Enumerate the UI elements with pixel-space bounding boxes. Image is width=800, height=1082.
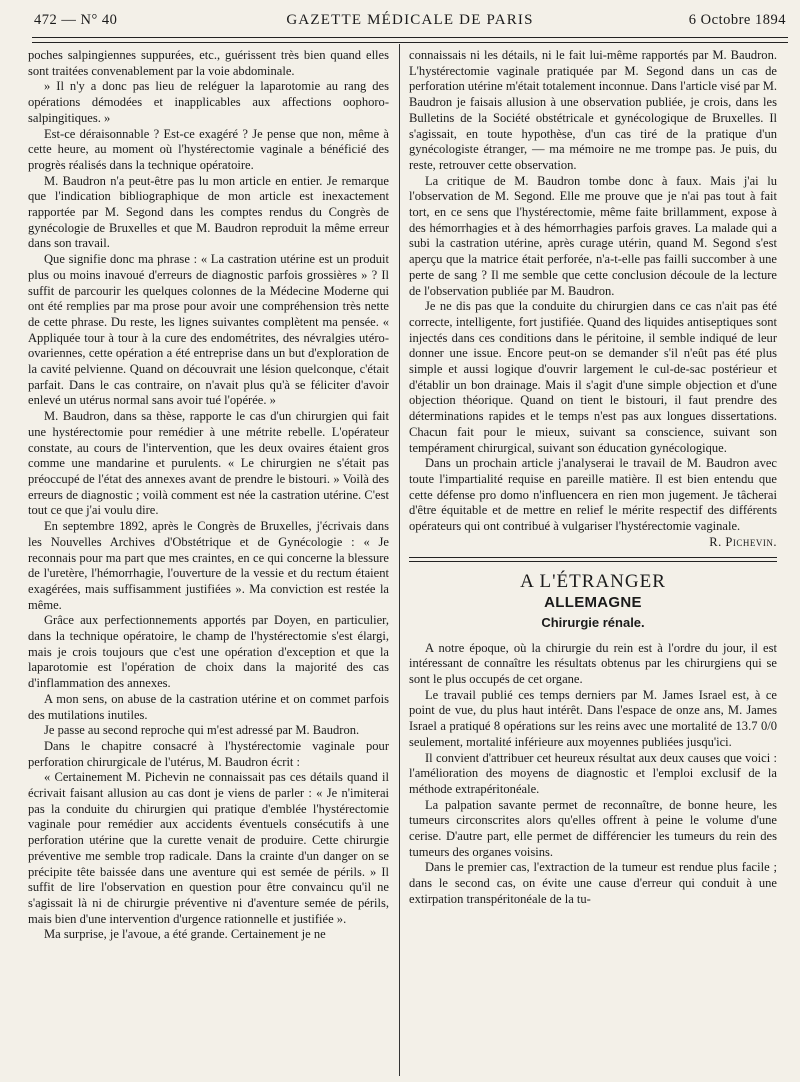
paragraph: A notre époque, où la chirurgie du rein est à l'ordre du jour, il est intéressant de connaître les résultats obtenus par les chirurgiens qui se sont le plus occupés de cet organe. [409,640,777,687]
paragraph: La critique de M. Baudron tombe donc à faux. Mais j'ai lu l'observation de M. Segond. Elle me prouve que je n'ai pas tout à fait tort, en ce sens que l'hystérectomie, même faite brillamment, expose à des hémorrhagies et à des hémorrhagies parfois graves. La malade qui a subi la castration utérine, après curage utérin, quand M. Segond s'est aperçu que la matrice était perforée, n'a-t-elle pas failli succomber à une perte de sang ? Il me semble que cette conclusion découle de la lecture de l'observation publiée par M. Baudron. [409,173,777,298]
paragraph: Dans un prochain article j'analyserai le travail de M. Baudron avec toute l'impartialité requise en pareille matière. Il est bien entendu que cette défense pro domo n'influencera en rien mon jugement. Je tâcherai d'être équitable et de mettre en relief le mérite respectif des différents opérateurs qui ont contribué à vulgariser l'hystérectomie vaginale. [409,456,777,534]
signature-text: R. Pichevin. [709,534,777,549]
section-country: ALLEMAGNE [544,594,642,612]
paragraph: M. Baudron n'a peut-être pas lu mon article en entier. Je remarque que l'indication bibliographique de mon article est inexactement rapportée par M. Segond dans les comptes rendus du Congrès de gynécologie de Bruxelles et que M. Baudron reproduit la même erreur dans son travail. [28,173,389,251]
header-rule [32,37,788,43]
paragraph: poches salpingiennes suppurées, etc., guérissent très bien quand elles sont traitées convenablement par la voie abdominale. [28,48,389,78]
paragraph: En septembre 1892, après le Congrès de Bruxelles, j'écrivais dans les Nouvelles Archives d'Obstétrique et de Gynécologie : « Je reconnais pour ma part que mes craintes, en ce qui concerne la blessure de l'uretère, l'hémorrhagie, l'ouverture de la vessie et du rectum étaient exagérées, mais suffisamment justifiées ». Ma conviction est restée la même. [28,519,389,612]
author-signature [409,535,777,551]
paragraph: Est-ce déraisonnable ? Est-ce exagéré ? Je pense que non, même à cette heure, au moment où l'hystérectomie vaginale a bénéficié des progrès réalisés dans la technique opératoire. [28,126,389,172]
paragraph: « Certainement M. Pichevin ne connaissait pas ces détails quand il écrivait faisant allusion au cas dont je viens de parler : « Je n'imiterai pas la conduite du chirurgien qui pratique d'emblée l'hystérectomie vaginale pour remédier aux accidents éventuels consécutifs à une perforation utérine que la curette venait de produire. Cette chirurgie préventive me semble trop radicale. Dans la crainte d'un danger on se précipite tête baissée dans une aventure qui est semée de périls. » Il suffit de lire l'observation en question pour être convaincu qu'il ne s'agissait là ni de chirurgie préventive ni d'aventure semée de périls, mais bien d'une intervention d'urgence rationnelle et justifiée ». [28,770,389,926]
left-column [28,48,389,943]
paragraph: Grâce aux perfectionnements apportés par Doyen, en particulier, dans la technique opératoire, le champ de l'hystérectomie s'est élargi, mais je crois toujours que c'est une opération d'exception et que la laparotomie est l'opération de choix dans la majorité des cas d'inflammation des annexes. [28,613,389,691]
page-number: 472 — N° 40 [34,12,118,28]
section-subject: Chirurgie rénale. [541,614,645,630]
journal-title: GAZETTE MÉDICALE DE PARIS [286,12,534,28]
paragraph: Dans le premier cas, l'extraction de la tumeur est rendue plus facile ; dans le second cas, on évite une cause d'erreur qui conduit à une extirpation transpéritonéale de la tu- [409,860,777,906]
paragraph: La palpation savante permet de reconnaître, de bonne heure, les tumeurs circonscrites alors qu'elles offrent à peine le volume d'une cerise. D'autre part, elle permet de différencier les tumeurs du rein des tumeurs des organes voisins. [409,797,777,859]
paragraph: Le travail publié ces temps derniers par M. James Israel est, à ce point de vue, du plus haut intérêt. Dans l'espace de onze ans, M. James Israel a pratiqué 8 opérations sur les reins avec une mortalité de 13.7 0/0 seulement, mortalité inférieure aux moyennes publiées jusqu'ici. [409,687,777,749]
paragraph: Je passe au second reproche qui m'est adressé par M. Baudron. [44,723,360,738]
right-column [409,48,777,908]
section-rule [409,557,777,562]
paragraph: A mon sens, on abuse de la castration utérine et on commet parfois des mutilations inutiles. [28,691,389,722]
paragraph: » Il n'y a donc pas lieu de reléguer la laparotomie au rang des opérations démodées et inapplicables aux affections oophoro-salpingitiques. » [28,79,389,125]
paragraph: Ma surprise, je l'avoue, a été grande. Certainement je ne [44,927,326,942]
column-separator [399,44,400,1076]
paragraph: M. Baudron, dans sa thèse, rapporte le cas d'un chirurgien qui fait une hystérectomie pour remédier à une métrite rebelle. L'opérateur constate, au cours de l'intervention, que les deux ovaires étaient gros comme une mandarine et purulents. « Le chirurgien ne s'était pas préoccupé de l'état des annexes avant de prendre le bistouri. » Voilà des erreurs de diagnostic ; voilà comment est née la castration utérine. C'est tout ce que j'ai voulu dire. [28,409,389,518]
paragraph: Que signifie donc ma phrase : « La castration utérine est un produit plus ou moins inavoué d'erreurs de diagnostic parfois grossières » ? Il suffit de parcourir les quelques colonnes de la Médecine Moderne qui ont été remplies par ma prose pour avoir une compréhension très nette de cette phrase. Du reste, les lignes suivantes complètent ma pensée. « Appliquée tour à tour à la cure des endométrites, des névralgies utéro-ovariennes, cette opération a été entreprise dans un but d'exploration de la cavité pelvienne. Quand on découvrait une lésion quelconque, c'était parfait. Dans le cas contraire, on n'avait plus qu'à se féliciter d'avoir enlevé un utérus normal sans avoir tué l'opérée. » [28,252,389,408]
paragraph: Dans le chapitre consacré à l'hystérectomie vaginale pour perforation chirurgicale de l'utérus, M. Baudron écrit : [28,738,389,769]
paragraph: Je ne dis pas que la conduite du chirurgien dans ce cas n'ait pas été correcte, intelligente, fort justifiée. Quand des liquides antiseptiques sont injectés dans ces conditions dans le péritoine, il semble indiqué de leur donner une issue. Encore peut-on se demander s'il n'eût pas été plus simple et aussi logique d'ouvrir largement le cul-de-sac postérieur et d'établir un bon drainage. Mais il s'agit d'une simple objection et d'une objection théorique. Quand on tient le bistouri, il faut prendre des déterminations rapides et le temps n'est pas aux longues dissertations. Chacun fait pour le mieux, suivant sa conscience, suivant son tempérament chirurgical, suivant son éducation gynécologique. [409,299,777,455]
page-header [34,12,786,36]
issue-date: 6 Octobre 1894 [688,12,786,28]
section-title: A L'ÉTRANGER [520,570,666,592]
paragraph: connaissais ni les détails, ni le fait lui-même rapportés par M. Baudron. L'hystérectomie vaginale pratiquée par M. Segond dans un cas de perforation utérine m'était totalement inconnue. Dans l'article visé par M. Baudron je faisais allusion à une observation publiée, je crois, dans les Bulletins de la Société obstétricale et gynécologique de Bruxelles. Il s'agissait, en toute hypothèse, d'un cas tiré de la pratique d'un gynécologiste étranger, — ma mémoire ne me trompe pas. Je puis, du reste, retrouver cette observation. [409,48,777,172]
paragraph: Il convient d'attribuer cet heureux résultat aux deux causes que voici : l'amélioration des moyens de diagnostic et l'emploi exclusif de la méthode extrapéritonéale. [409,750,777,796]
